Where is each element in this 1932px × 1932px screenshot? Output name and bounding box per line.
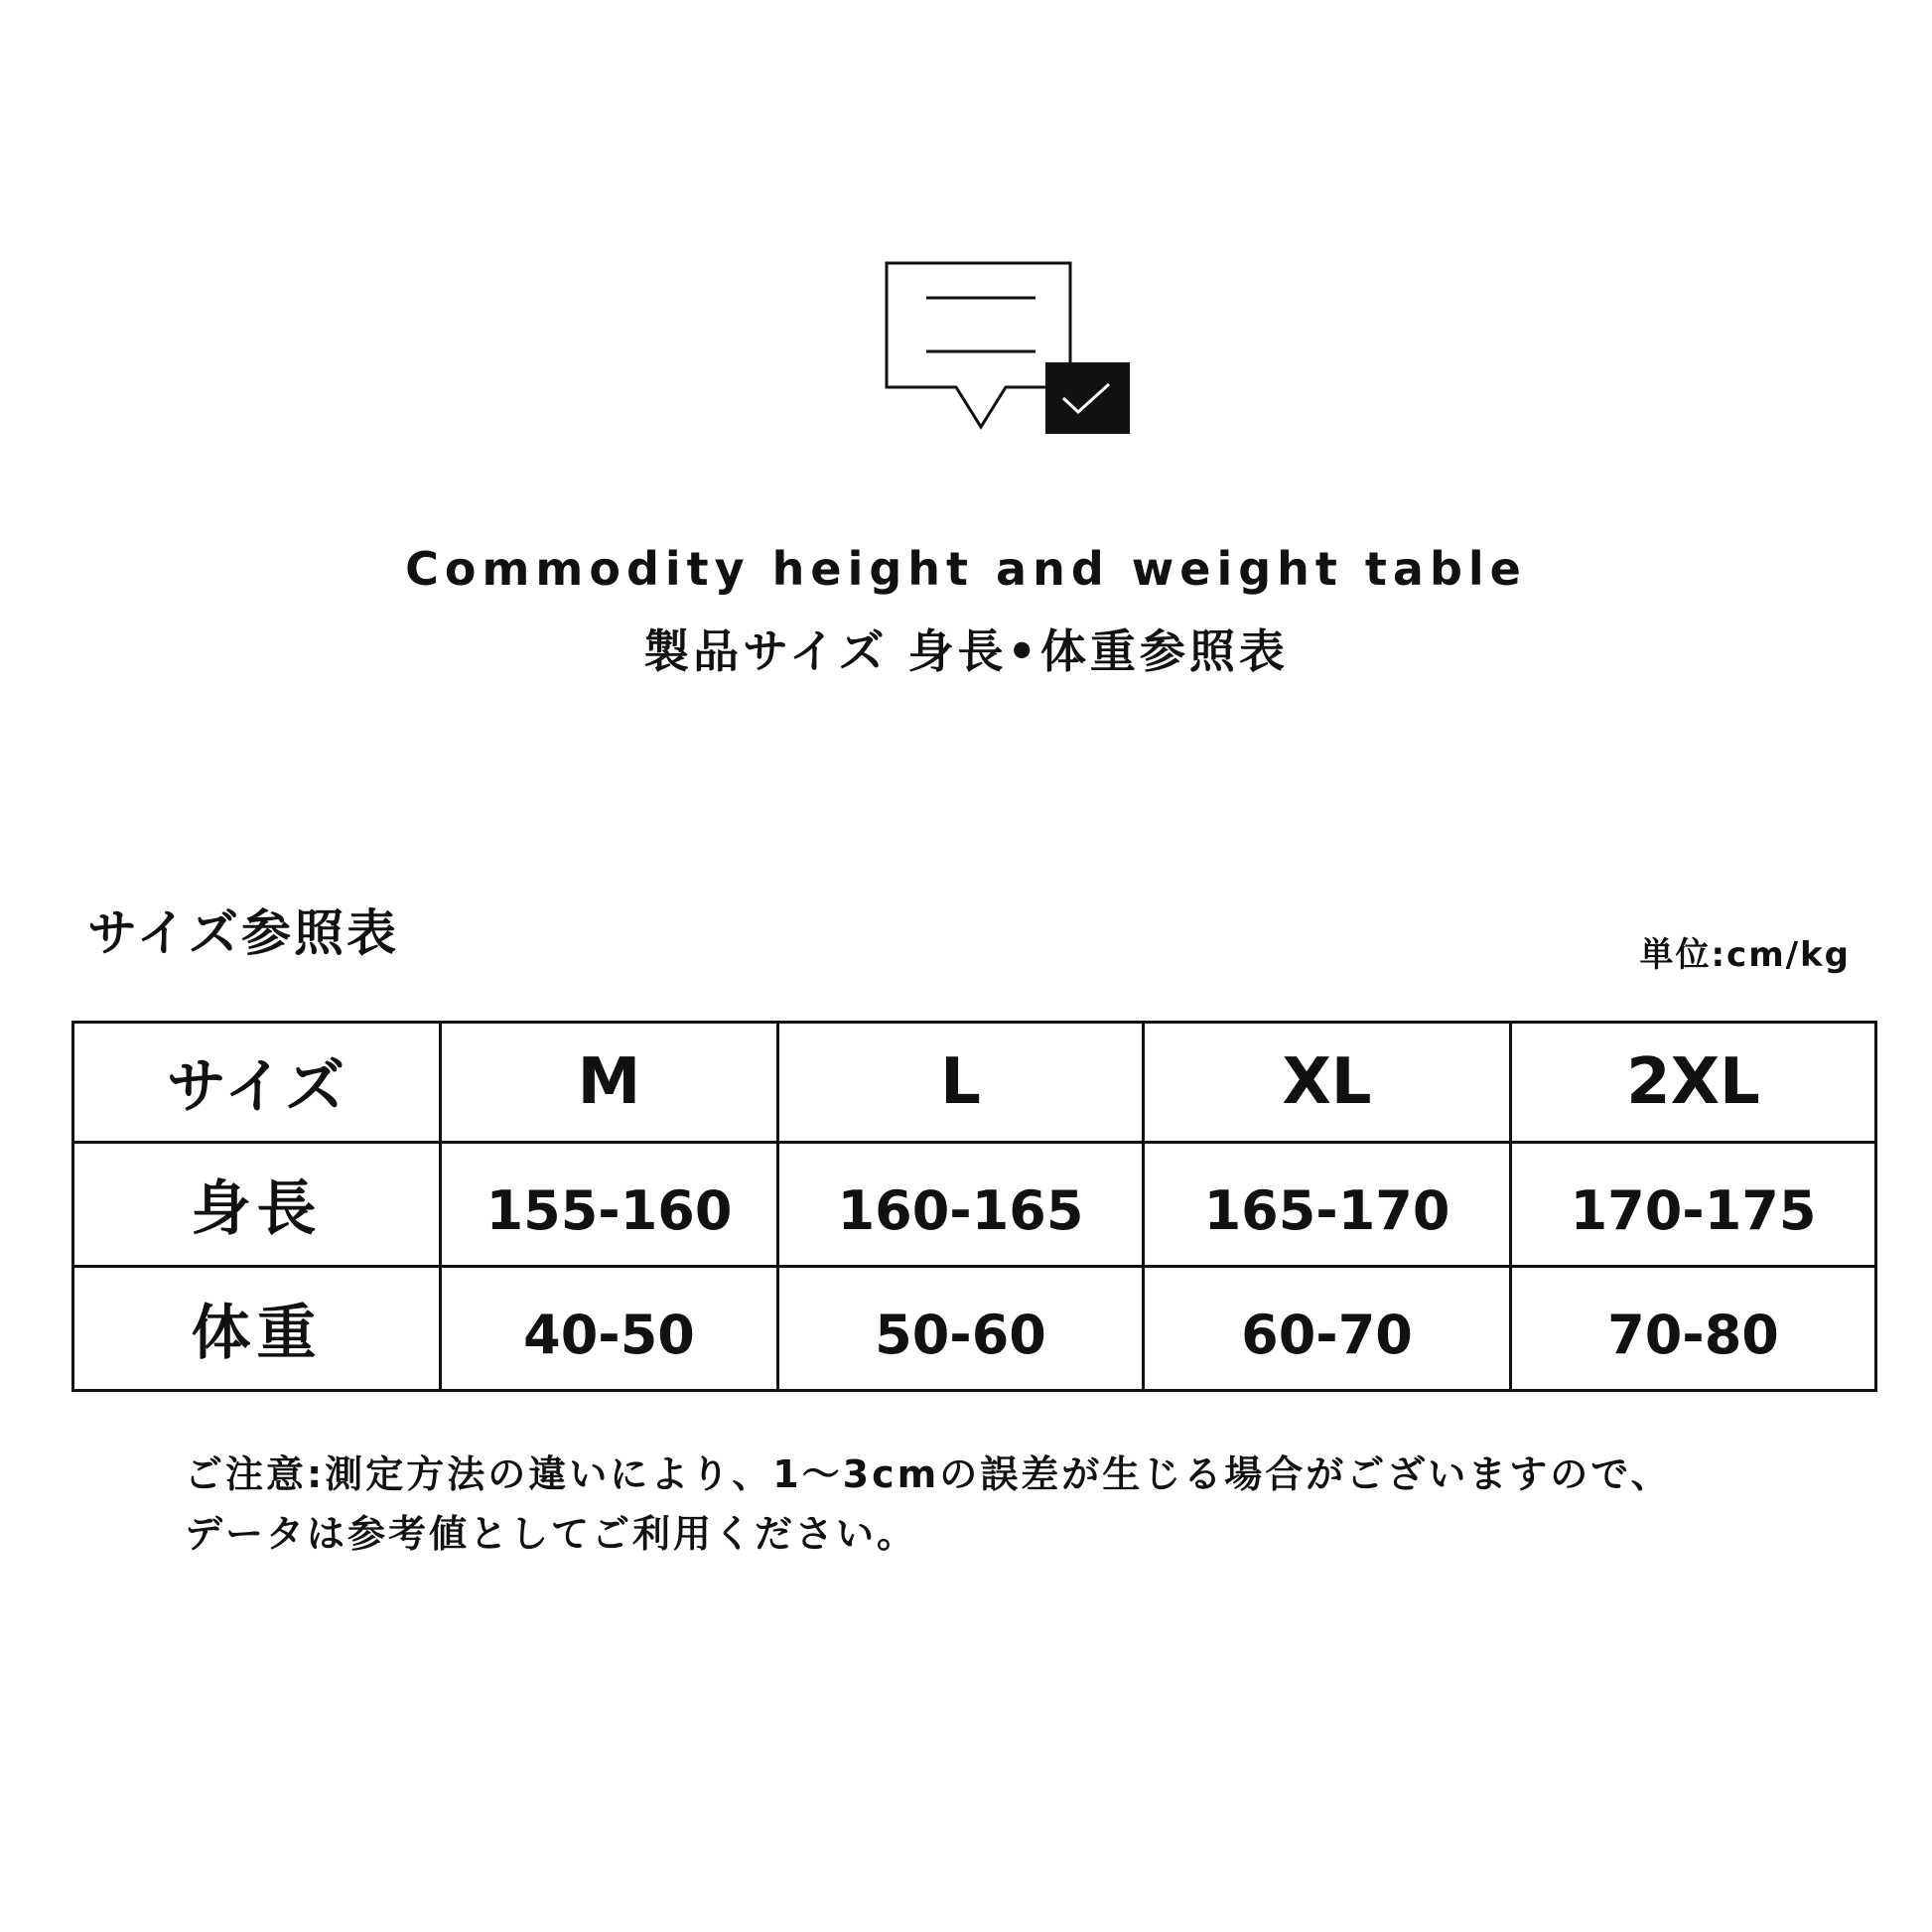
size-table (71, 1021, 1877, 1392)
header-cell-m: M (441, 1023, 778, 1143)
table-cell: 60-70 (1144, 1267, 1511, 1391)
table-row-weight (73, 1267, 1876, 1391)
measurement-note (185, 1445, 1872, 1564)
table-cell: 170-175 (1511, 1143, 1876, 1267)
table-header-row (73, 1023, 1876, 1143)
title-japanese: 製品サイズ 身長•体重参照表 (643, 624, 1289, 678)
note-line-2: データは参考値としてご利用ください。 (185, 1512, 918, 1556)
size-chart-label: サイズ参照表 (87, 904, 399, 962)
table-cell: 165-170 (1144, 1143, 1511, 1267)
table-row-height (73, 1143, 1876, 1267)
row-label-weight: 体重 (73, 1267, 441, 1391)
header-cell-l: L (778, 1023, 1144, 1143)
message-check-icon (882, 260, 1130, 434)
unit-label: 単位:cm/kg (1639, 935, 1851, 975)
table-cell: 40-50 (441, 1267, 778, 1391)
row-label-height: 身長 (73, 1143, 441, 1267)
note-line-1: ご注意:測定方法の違いにより、1～3cmの誤差が生じる場合がございますので、 (185, 1452, 1672, 1496)
table-cell: 160-165 (778, 1143, 1144, 1267)
table-cell: 155-160 (441, 1143, 778, 1267)
header-cell-2xl: 2XL (1511, 1023, 1876, 1143)
table-cell: 70-80 (1511, 1267, 1876, 1391)
table-cell: 50-60 (778, 1267, 1144, 1391)
header-cell-xl: XL (1144, 1023, 1511, 1143)
title-english: Commodity height and weight table (405, 542, 1527, 596)
header-cell-size: サイズ (73, 1023, 441, 1143)
